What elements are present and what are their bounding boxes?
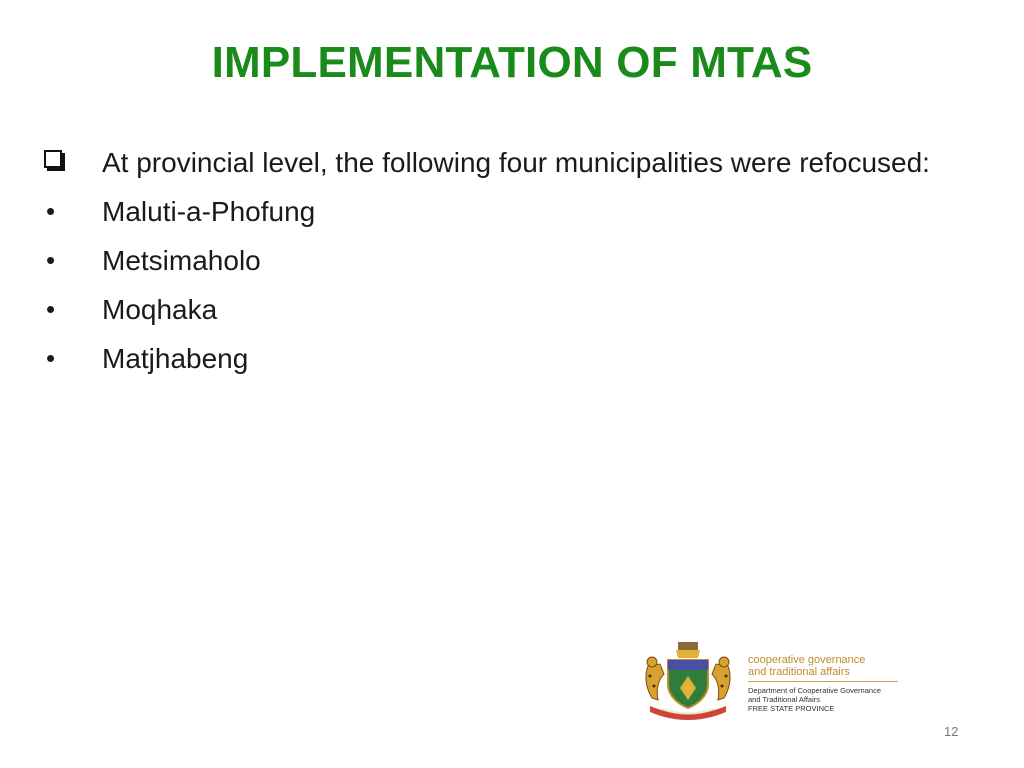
list-item: [44, 240, 944, 281]
divider: [748, 681, 898, 682]
bullet-icon: •: [46, 343, 56, 373]
bullet-icon: •: [46, 196, 56, 226]
list-item-text: Moqhaka: [102, 294, 218, 325]
brand-name-line: and traditional affairs: [748, 666, 850, 678]
bullet-icon: •: [46, 294, 56, 324]
list-item-text: Matjhabeng: [102, 343, 249, 374]
checkbox-bullet-icon: [44, 142, 102, 168]
list-item-text: At provincial level, the following four municipalities were refocused:: [102, 147, 930, 178]
slide-title: IMPLEMENTATION OF MTAS: [211, 38, 813, 87]
list-item-text: Maluti-a-Phofung: [102, 196, 316, 227]
department-name-line: Department of Cooperative Governance: [748, 686, 881, 695]
province-name-line: FREE STATE PROVINCE: [748, 704, 835, 713]
bullet-list: [44, 142, 944, 379]
list-item: [44, 289, 944, 330]
list-item: [44, 338, 944, 379]
brand-name-line: cooperative governance: [748, 654, 866, 666]
list-item-text: Metsimaholo: [102, 245, 261, 276]
list-item: [44, 191, 944, 232]
coat-of-arms-icon: [640, 636, 736, 722]
department-logo: [640, 636, 900, 722]
logo-text: [748, 654, 900, 713]
list-item: [44, 142, 944, 183]
bullet-icon: •: [46, 245, 56, 275]
page-number: 12: [944, 724, 959, 739]
department-name-line: and Traditional Affairs: [748, 695, 820, 704]
